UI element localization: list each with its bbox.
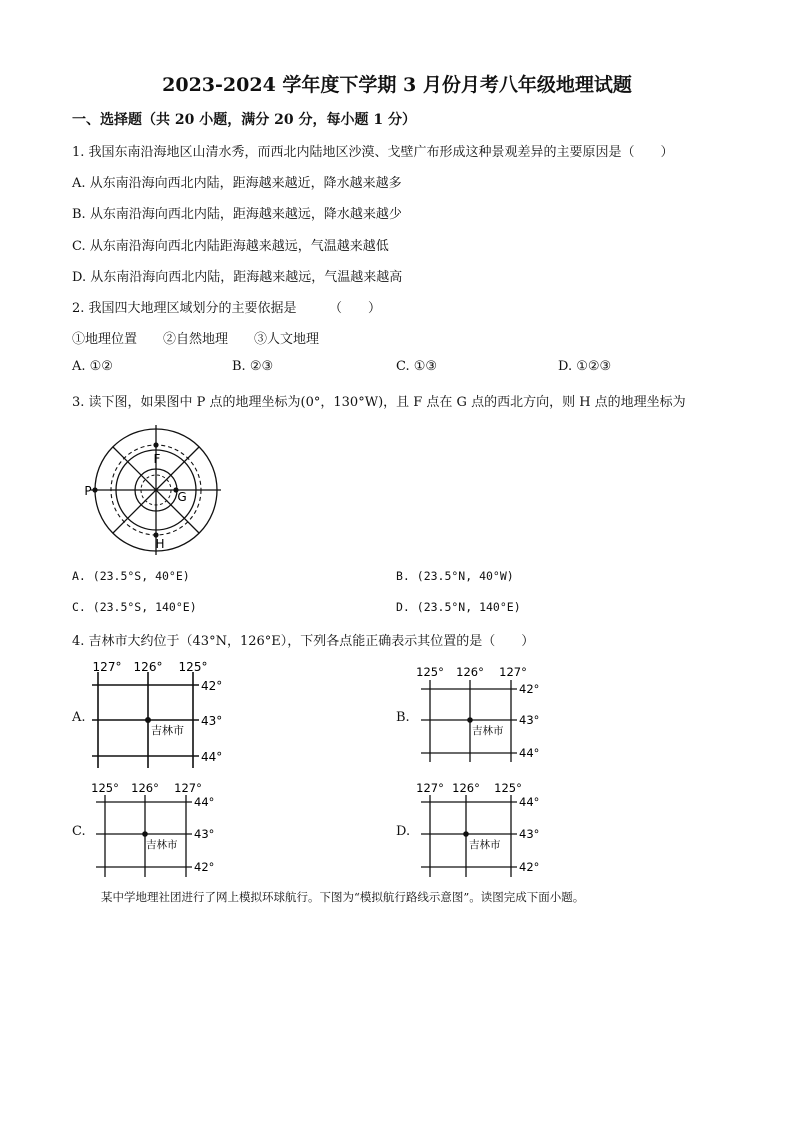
- grid-c-lon-2: 126°: [131, 781, 159, 795]
- label-f: F: [153, 452, 161, 466]
- grid-a-city-dot: [145, 717, 151, 723]
- q1-option-c: C. 从东南沿海向西北内陆距海越来越远，气温越来越低: [72, 239, 389, 254]
- grid-c-lon-1: 125°: [91, 781, 119, 795]
- q1-option-a: A. 从东南沿海向西北内陆，距海越来越近，降水越来越多: [72, 176, 402, 191]
- polar-projection-diagram: [78, 425, 228, 555]
- q4-option-c-letter: C.: [72, 824, 86, 839]
- grid-c-city-label: 吉林市: [146, 839, 178, 851]
- grid-b-lon-1: 125°: [416, 665, 444, 679]
- grid-b: [412, 660, 552, 770]
- q3-option-c: C. (23.5°S, 140°E): [72, 600, 197, 614]
- q2-option-d: D. ①②③: [558, 359, 612, 374]
- q2-items: ①地理位置 ②自然地理 ③人文地理: [72, 332, 320, 347]
- q3-option-d: D. (23.5°N, 140°E): [396, 600, 521, 614]
- q2-option-c: C. ①③: [396, 359, 438, 374]
- grid-d-lat-2: 43°: [519, 827, 540, 841]
- grid-a-city-label: 吉林市: [151, 724, 184, 737]
- grid-a-lon-1: 127°: [92, 660, 122, 674]
- grid-d: [412, 777, 552, 882]
- grid-a-lat-2: 43°: [201, 714, 223, 728]
- q2-option-a: A. ①②: [72, 359, 113, 374]
- grid-c-lat-1: 44°: [194, 795, 215, 809]
- label-p: P: [84, 484, 92, 498]
- grid-d-lon-3: 125°: [494, 781, 522, 795]
- label-g: G: [177, 490, 187, 504]
- point-f: [153, 442, 158, 447]
- grid-d-lat-1: 44°: [519, 795, 540, 809]
- q3-stem: 3. 读下图，如果图中 P 点的地理坐标为(0°，130°W)，且 F 点在 G 点的西北方向，则 H 点的地理坐标为: [72, 395, 686, 410]
- grid-c-lon-3: 127°: [174, 781, 202, 795]
- q4-option-a-letter: A.: [72, 710, 86, 725]
- grid-a-lat-1: 42°: [201, 679, 223, 693]
- grid-b-city-label: 吉林市: [472, 725, 504, 737]
- grid-c: [88, 777, 228, 882]
- q1-option-d: D. 从东南沿海向西北内陆，距海越来越远，气温越来越高: [72, 270, 403, 285]
- grid-b-lon-3: 127°: [499, 665, 527, 679]
- q3-option-a: A. (23.5°S, 40°E): [72, 569, 190, 583]
- grid-d-lon-2: 126°: [452, 781, 480, 795]
- grid-d-lat-3: 42°: [519, 860, 540, 874]
- grid-d-city-label: 吉林市: [469, 839, 501, 851]
- grid-b-lat-2: 43°: [519, 713, 540, 727]
- grid-b-city-dot: [467, 717, 473, 723]
- q1-stem: 1. 我国东南沿海地区山清水秀，而西北内陆地区沙漠、戈壁广布形成这种景观差异的主要原因是（ ）: [72, 145, 674, 160]
- q3-option-b: B. (23.5°N, 40°W): [396, 569, 514, 583]
- q2-stem: 2. 我国四大地理区域划分的主要依据是 （ ）: [72, 301, 382, 316]
- grid-c-lat-3: 42°: [194, 860, 215, 874]
- q4-option-d-letter: D.: [396, 824, 411, 839]
- grid-c-city-dot: [142, 831, 148, 837]
- grid-a-lat-3: 44°: [201, 750, 223, 764]
- point-p: [92, 487, 97, 492]
- grid-a-lon-3: 125°: [178, 660, 208, 674]
- q4-stem: 4. 吉林市大约位于（43°N，126°E），下列各点能正确表示其位置的是（ ）: [72, 634, 535, 649]
- q1-option-b: B. 从东南沿海向西北内陆，距海越来越远，降水越来越少: [72, 207, 402, 222]
- grid-c-lat-2: 43°: [194, 827, 215, 841]
- grid-d-city-dot: [463, 831, 469, 837]
- label-h: H: [155, 537, 165, 551]
- q4-option-b-letter: B.: [396, 710, 410, 725]
- page-title: 2023-2024 学年度下学期 3 月份月考八年级地理试题: [162, 74, 632, 96]
- grid-d-lon-1: 127°: [416, 781, 444, 795]
- grid-b-lon-2: 126°: [456, 665, 484, 679]
- grid-b-lat-3: 44°: [519, 746, 540, 760]
- section-heading: 一、选择题（共 20 小题，满分 20 分，每小题 1 分）: [72, 112, 416, 128]
- grid-a: [88, 655, 238, 770]
- grid-a-lon-2: 126°: [133, 660, 163, 674]
- grid-b-lat-1: 42°: [519, 682, 540, 696]
- reading-note: 某中学地理社团进行了网上模拟环球航行。下图为“模拟航行路线示意图”。读图完成下面小题。: [101, 890, 585, 904]
- q2-option-b: B. ②③: [232, 359, 274, 374]
